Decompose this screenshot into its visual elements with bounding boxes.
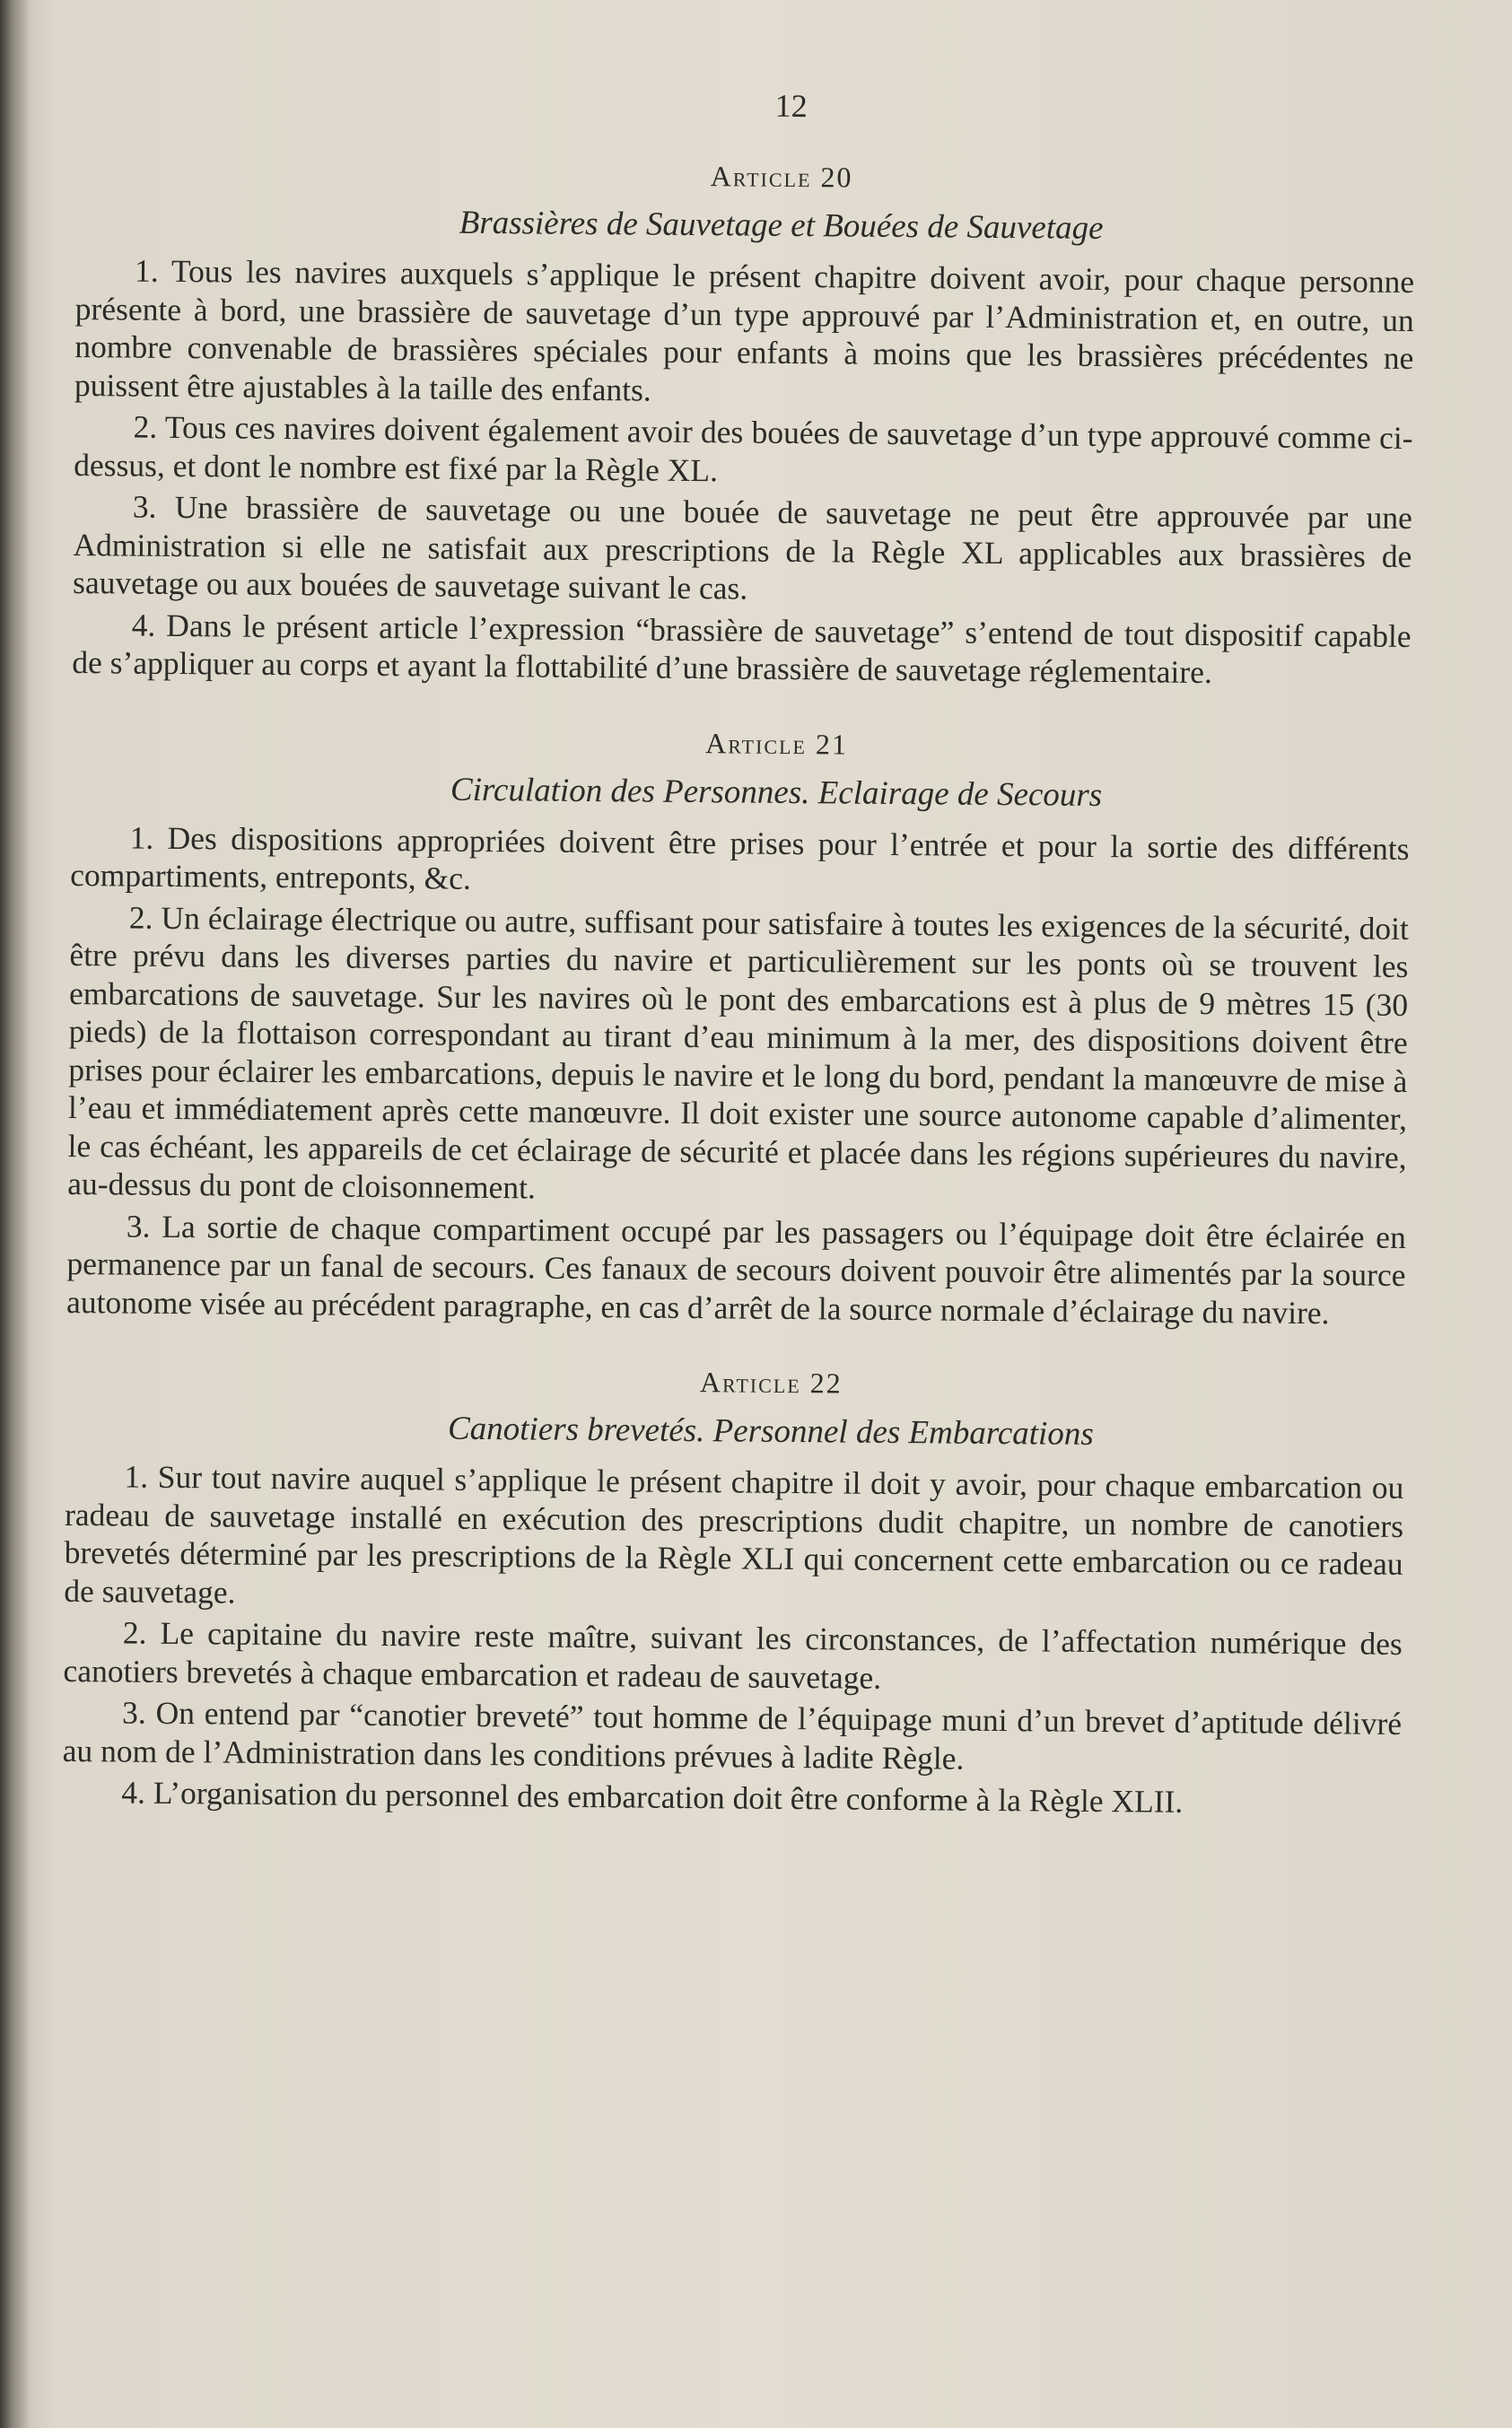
paragraph: 1. Tous les navires auxquels s’applique le présent chapitre doivent avoir, pour chaque personne présente à bord, une brassière de sauvetage d’un type approuvé par l’Administration et, en outre, un nombre convenable de brassières spéciales pour enfants à moins que les brassières précédentes ne puissent être ajustables à la taille des enfants. xyxy=(74,252,1415,408)
article-20 xyxy=(72,154,1415,693)
article-subtitle: Canotiers brevetés. Personnel des Embarcations xyxy=(447,1410,1094,1453)
paragraph: 4. Dans le présent article l’expression “brassière de sauvetage” s’entend de tout dispositif capable de s’appliquer au corps et ayant la flottabilité d’une brassière de sauvetage réglementaire. xyxy=(72,607,1411,691)
page-content xyxy=(62,81,1416,1862)
paragraph: 2. Tous ces navires doivent également avoir des bouées de sauvetage d’un type approuvé comme ci-dessus, et dont le nombre est fixé par la Règle XL. xyxy=(74,408,1413,488)
article-heading: Article 20 xyxy=(710,160,853,194)
paragraph: 3. On entend par “canotier breveté” tout homme de l’équipage muni d’un brevet d’aptitude délivré au nom de l’Administration dans les conditions prévues à ladite Règle. xyxy=(62,1694,1403,1777)
article-heading: Article 21 xyxy=(705,726,849,761)
article-heading: Article 22 xyxy=(699,1366,843,1400)
paragraph: 3. Une brassière de sauvetage ou une bouée de sauvetage ne peut être approuvée par une Administration si elle ne satisfait aux prescriptions de la Règle XL applicables aux brassières de sauvetage ou aux bouées de sauvetage suivant le cas. xyxy=(72,488,1412,607)
paragraph: 1. Des dispositions appropriées doivent être prises pour l’entrée et pour la sortie des différents compartiments, entreponts, &c. xyxy=(70,819,1410,896)
article-subtitle: Circulation des Personnes. Eclairage de Secours xyxy=(450,771,1103,814)
paragraph: 3. La sortie de chaque compartiment occupé par les passagers ou l’équipage doit être éclairée en permanence par un fanal de secours. Ces fanaux de secours doivent pouvoir être alimentés par la source autonome visée au précédent paragraphe, en cas d’arrêt de la source normale d’éclairage du navire. xyxy=(66,1208,1406,1331)
article-subtitle: Brassières de Sauvetage et Bouées de Sauvetage xyxy=(459,204,1104,247)
page-number: 12 xyxy=(774,87,808,125)
paragraph: 2. Le capitaine du navire reste maître, suivant les circonstances, de l’affectation numérique des canotiers brevetés à chaque embarcation et radeau de sauvetage. xyxy=(63,1614,1403,1696)
article-21 xyxy=(66,721,1411,1332)
article-22 xyxy=(62,1360,1404,1823)
paragraph: 4. L’organisation du personnel des embarcation doit être conforme à la Règle XLII. xyxy=(121,1774,1184,1820)
paragraph: 1. Sur tout navire auquel s’applique le présent chapitre il doit y avoir, pour chaque embarcation ou radeau de sauvetage installé en exécution des prescriptions dudit chapitre, un nombre de canotiers brevetés déterminé par les prescriptions de la Règle XLI qui concernent cette embarcation ou ce radeau de sauvetage. xyxy=(64,1458,1404,1611)
paragraph: 2. Un éclairage électrique ou autre, suffisant pour satisfaire à toutes les exigences de la sécurité, doit être prévu dans les diverses parties du navire et particulièrement sur les ponts où se trouvent les embarcations de sauvetage. Sur les navires où le pont des embarcations est à plus de 9 mètres 15 (30 pieds) de la flottaison correspondant au tirant d’eau minimum à la mer, des dispositions doivent être prises pour éclairer les embarcations, depuis le navire et le long du bord, pendant la manœuvre de mise à l’eau et immédiatement après cette manœuvre. Il doit exister une source autonome capable d’alimenter, le cas échéant, les appareils de cet éclairage de sécurité et placée dans les régions supérieures du navire, au-dessus du pont de cloisonnement. xyxy=(67,899,1409,1206)
